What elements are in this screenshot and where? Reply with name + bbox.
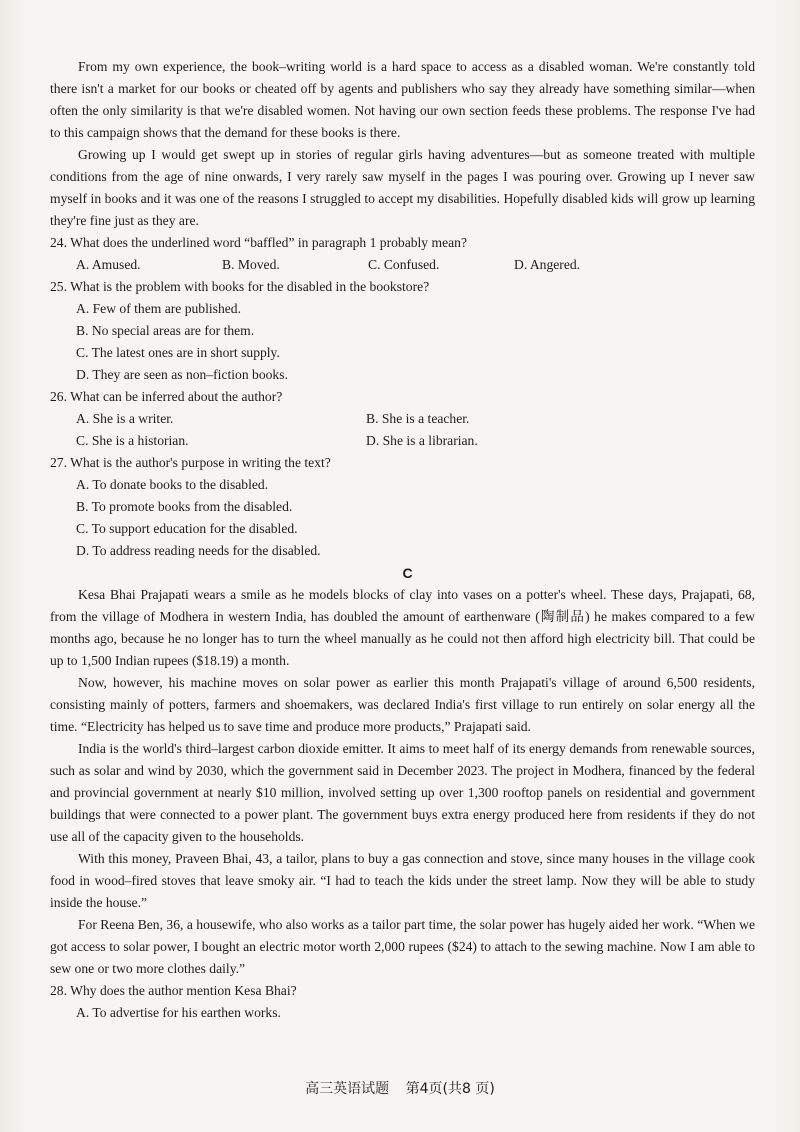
- section-c-heading: C: [402, 565, 413, 581]
- question-24-option-a[interactable]: A. Amused.: [76, 257, 141, 272]
- question-25-option-c[interactable]: C. The latest ones are in short supply.: [76, 345, 280, 360]
- question-24-option-c[interactable]: C. Confused.: [368, 257, 440, 272]
- question-25-stem: 25. What is the problem with books for the disabled in the bookstore?: [50, 279, 430, 294]
- question-28-stem: 28. Why does the author mention Kesa Bhai?: [50, 983, 297, 998]
- question-27-option-a[interactable]: A. To donate books to the disabled.: [76, 477, 269, 492]
- question-24: [50, 232, 755, 276]
- footer-title: 高三英语试题: [305, 1081, 390, 1097]
- question-28: [50, 980, 755, 1024]
- question-25: [50, 276, 755, 386]
- question-28-option-a[interactable]: A. To advertise for his earthen works.: [76, 1005, 281, 1020]
- question-26-option-d[interactable]: D. She is a librarian.: [366, 433, 478, 448]
- question-26-options-row-1: [50, 408, 755, 430]
- question-26: [50, 386, 755, 452]
- footer-page-number: 第4页(共8 页): [405, 1081, 495, 1097]
- question-25-option-a[interactable]: A. Few of them are published.: [76, 301, 241, 316]
- question-24-options: [50, 254, 755, 276]
- passage-b-paragraph-1: From my own experience, the book–writing world is a hard space to access as a disabled woman. We're constantly told there isn't a market for our books or cheated off by agents and publishers who say they already have something similar—when often the only similarity is that we're disabled women. Not having our own section feeds these problems. The response I've had to this campaign shows that the demand for these books is there.: [50, 59, 755, 140]
- question-26-options-row-2: [50, 430, 755, 452]
- question-24-option-d[interactable]: D. Angered.: [514, 257, 581, 272]
- question-27-option-c[interactable]: C. To support education for the disabled.: [76, 521, 298, 536]
- question-25-option-d[interactable]: D. They are seen as non–fiction books.: [76, 367, 288, 382]
- page-content: [50, 56, 755, 1024]
- section-c-paragraph-5: For Reena Ben, 36, a housewife, who also works as a tailor part time, the solar power has hugely aided her work. “When we got access to solar power, I bought an electric motor worth 2,000 rupees ($24) to attach to the sewing machine. Now I am able to sew one or two more clothes daily.”: [50, 917, 755, 976]
- section-c-paragraph-1: Kesa Bhai Prajapati wears a smile as he models blocks of clay into vases on a potter's wheel. These days, Prajapati, 68, from the village of Modhera in western India, has doubled the amount of earthenware (陶制品) he makes compared to a few months ago, because he no longer has to turn the wheel manually as he could not then afford high electricity bill. That could be up to 1,500 Indian rupees ($18.19) a month.: [50, 587, 755, 668]
- question-24-stem: 24. What does the underlined word “baffled” in paragraph 1 probably mean?: [50, 235, 467, 250]
- page-footer: [0, 1078, 800, 1098]
- question-27: [50, 452, 755, 562]
- section-c-paragraph-3: India is the world's third–largest carbon dioxide emitter. It aims to meet half of its energy demands from renewable sources, such as solar and wind by 2030, which the government said in December 2023. The project in Modhera, financed by the federal and provincial government at nearly $10 million, involved setting up over 1,300 rooftop panels on residential and government buildings that were connected to a power plant. The government buys extra energy produced here from residents if they do not use all of the capacity given to the households.: [50, 741, 755, 844]
- question-26-option-c[interactable]: C. She is a historian.: [76, 433, 189, 448]
- passage-b-paragraph-2: Growing up I would get swept up in stories of regular girls having adventures—but as someone treated with multiple conditions from the age of nine onwards, I very rarely saw myself in the pages I was pouring over. Growing up I never saw myself in books and it was one of the reasons I struggled to accept my disabilities. Hopefully disabled kids will grow up learning they're fine just as they are.: [50, 147, 755, 228]
- question-26-stem: 26. What can be inferred about the author?: [50, 389, 283, 404]
- question-26-option-a[interactable]: A. She is a writer.: [76, 411, 174, 426]
- question-27-stem: 27. What is the author's purpose in writing the text?: [50, 455, 331, 470]
- question-25-option-b[interactable]: B. No special areas are for them.: [76, 323, 255, 338]
- section-c-paragraph-4: With this money, Praveen Bhai, 43, a tailor, plans to buy a gas connection and stove, since many houses in the village cook food in wood–fired stoves that leave smoky air. “I had to teach the kids under the street lamp. Now they will be able to study inside the house.”: [50, 851, 755, 910]
- question-27-option-d[interactable]: D. To address reading needs for the disabled.: [76, 543, 321, 558]
- section-c-paragraph-2: Now, however, his machine moves on solar power as earlier this month Prajapati's village of around 6,500 residents, consisting mainly of potters, farmers and shoemakers, was declared India's first village to run entirely on solar energy all the time. “Electricity has helped us to save time and produce more products,” Prajapati said.: [50, 675, 755, 734]
- question-26-option-b[interactable]: B. She is a teacher.: [366, 411, 470, 426]
- question-27-option-b[interactable]: B. To promote books from the disabled.: [76, 499, 293, 514]
- question-24-option-b[interactable]: B. Moved.: [222, 257, 280, 272]
